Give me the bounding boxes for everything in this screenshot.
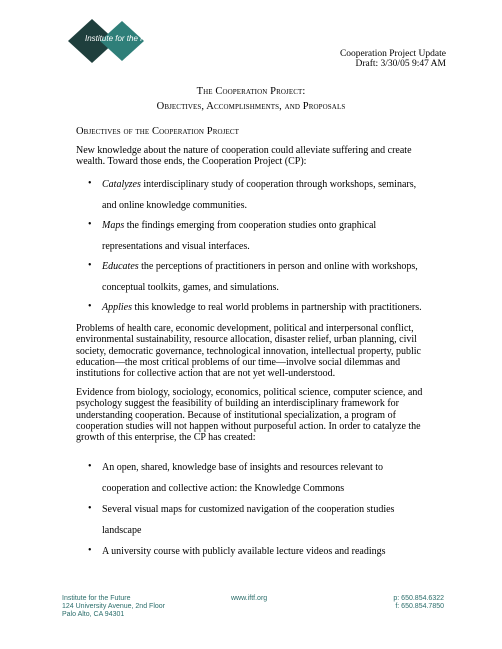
objective-bullet-2	[102, 215, 432, 257]
footer-org: Institute for the Future	[62, 595, 131, 602]
bullet-lead: Catalyzes	[102, 179, 141, 190]
bullet-dot: •	[88, 461, 92, 472]
evidence-line: psychology suggest the feasibility of building an interdisciplinary framework for	[76, 398, 399, 410]
section-heading: Objectives of the Cooperation Project	[76, 126, 239, 137]
created-bullet-1	[102, 457, 432, 499]
problems-line: environmental sustainability, resource allocation, disaster relief, urban planning, civil	[76, 334, 417, 346]
doc-label: Cooperation Project Update	[339, 49, 446, 59]
bullet-dot: •	[88, 545, 92, 556]
bullet-dot: •	[88, 503, 92, 514]
bullet-text-cont: landscape	[102, 525, 142, 536]
problems-line: institutions for collective action that are not yet well-understood.	[76, 368, 336, 380]
logo-text: Institute for the Future	[85, 34, 164, 43]
draft-date: Draft: 3/30/05 9:47 AM	[355, 59, 446, 69]
evidence-line: Evidence from biology, sociology, economics, political science, computer science, and	[76, 387, 423, 398]
intro-line-1: New knowledge about the nature of cooperation could alleviate suffering and create	[76, 145, 412, 156]
bullet-lead: Applies	[102, 302, 132, 313]
evidence-line: understanding cooperation. Because of institutional specialization, a program of	[76, 409, 396, 421]
objective-bullet-4	[102, 297, 432, 318]
bullet-text: A university course with publicly available lecture videos and readings	[102, 546, 386, 557]
evidence-line: growth of this enterprise, the CP has created:	[76, 432, 256, 444]
bullet-dot: •	[88, 178, 92, 189]
footer-address-line-1: 124 University Avenue, 2nd Floor	[62, 603, 165, 611]
institute-logo	[60, 16, 174, 66]
bullet-text-cont: conceptual toolkits, games, and simulations.	[102, 282, 279, 293]
page-title: The Cooperation Project:	[196, 86, 306, 97]
intro-paragraph	[76, 145, 432, 168]
problems-paragraph	[76, 323, 432, 379]
footer-phone: p: 650.854.6322	[393, 595, 444, 602]
footer-fax: f: 650.854.7850	[395, 603, 444, 611]
problems-line: Problems of health care, economic development, political and interpersonal conflict,	[76, 323, 414, 334]
objective-bullet-3	[102, 256, 432, 298]
footer-website-link[interactable]: www.iftf.org	[231, 595, 268, 602]
bullet-text-cont: representations and visual interfaces.	[102, 241, 250, 252]
evidence-line: cooperation studies will not happen without purposeful action. In order to catalyze the	[76, 420, 421, 432]
created-bullet-3	[102, 541, 432, 562]
bullet-dot: •	[88, 219, 92, 230]
evidence-paragraph	[76, 387, 432, 443]
bullet-lead: Educates	[102, 261, 139, 272]
objective-bullet-1	[102, 174, 432, 216]
bullet-text: interdisciplinary study of cooperation through workshops, seminars,	[140, 179, 417, 190]
bullet-text-cont: and online knowledge communities.	[102, 200, 247, 211]
intro-line-2: wealth. Toward those ends, the Cooperation Project (CP):	[76, 156, 307, 168]
bullet-text: this knowledge to real world problems in partnership with practitioners.	[132, 302, 422, 313]
page-subtitle: Objectives, Accomplishments, and Proposals	[156, 101, 346, 112]
bullet-text: An open, shared, knowledge base of insights and resources relevant to	[102, 462, 384, 473]
bullet-dot: •	[88, 301, 92, 312]
problems-line: education—the most critical problems of our time—involve social dilemmas and	[76, 356, 401, 368]
bullet-text: the findings emerging from cooperation studies onto graphical	[124, 220, 377, 231]
bullet-text: the perceptions of practitioners in person and online with workshops,	[138, 261, 418, 272]
bullet-text-cont: cooperation and collective action: the Knowledge Commons	[102, 483, 345, 494]
footer-contact	[393, 595, 444, 611]
bullet-dot: •	[88, 260, 92, 271]
bullet-text: Several visual maps for customized navigation of the cooperation studies	[102, 504, 395, 515]
created-bullet-2	[102, 499, 432, 541]
footer-address-line-2: Palo Alto, CA 94301	[62, 611, 125, 619]
bullet-lead: Maps	[102, 220, 125, 231]
footer-address	[62, 595, 165, 620]
problems-line: society, democratic governance, technological innovation, intellectual property, public	[76, 345, 421, 357]
